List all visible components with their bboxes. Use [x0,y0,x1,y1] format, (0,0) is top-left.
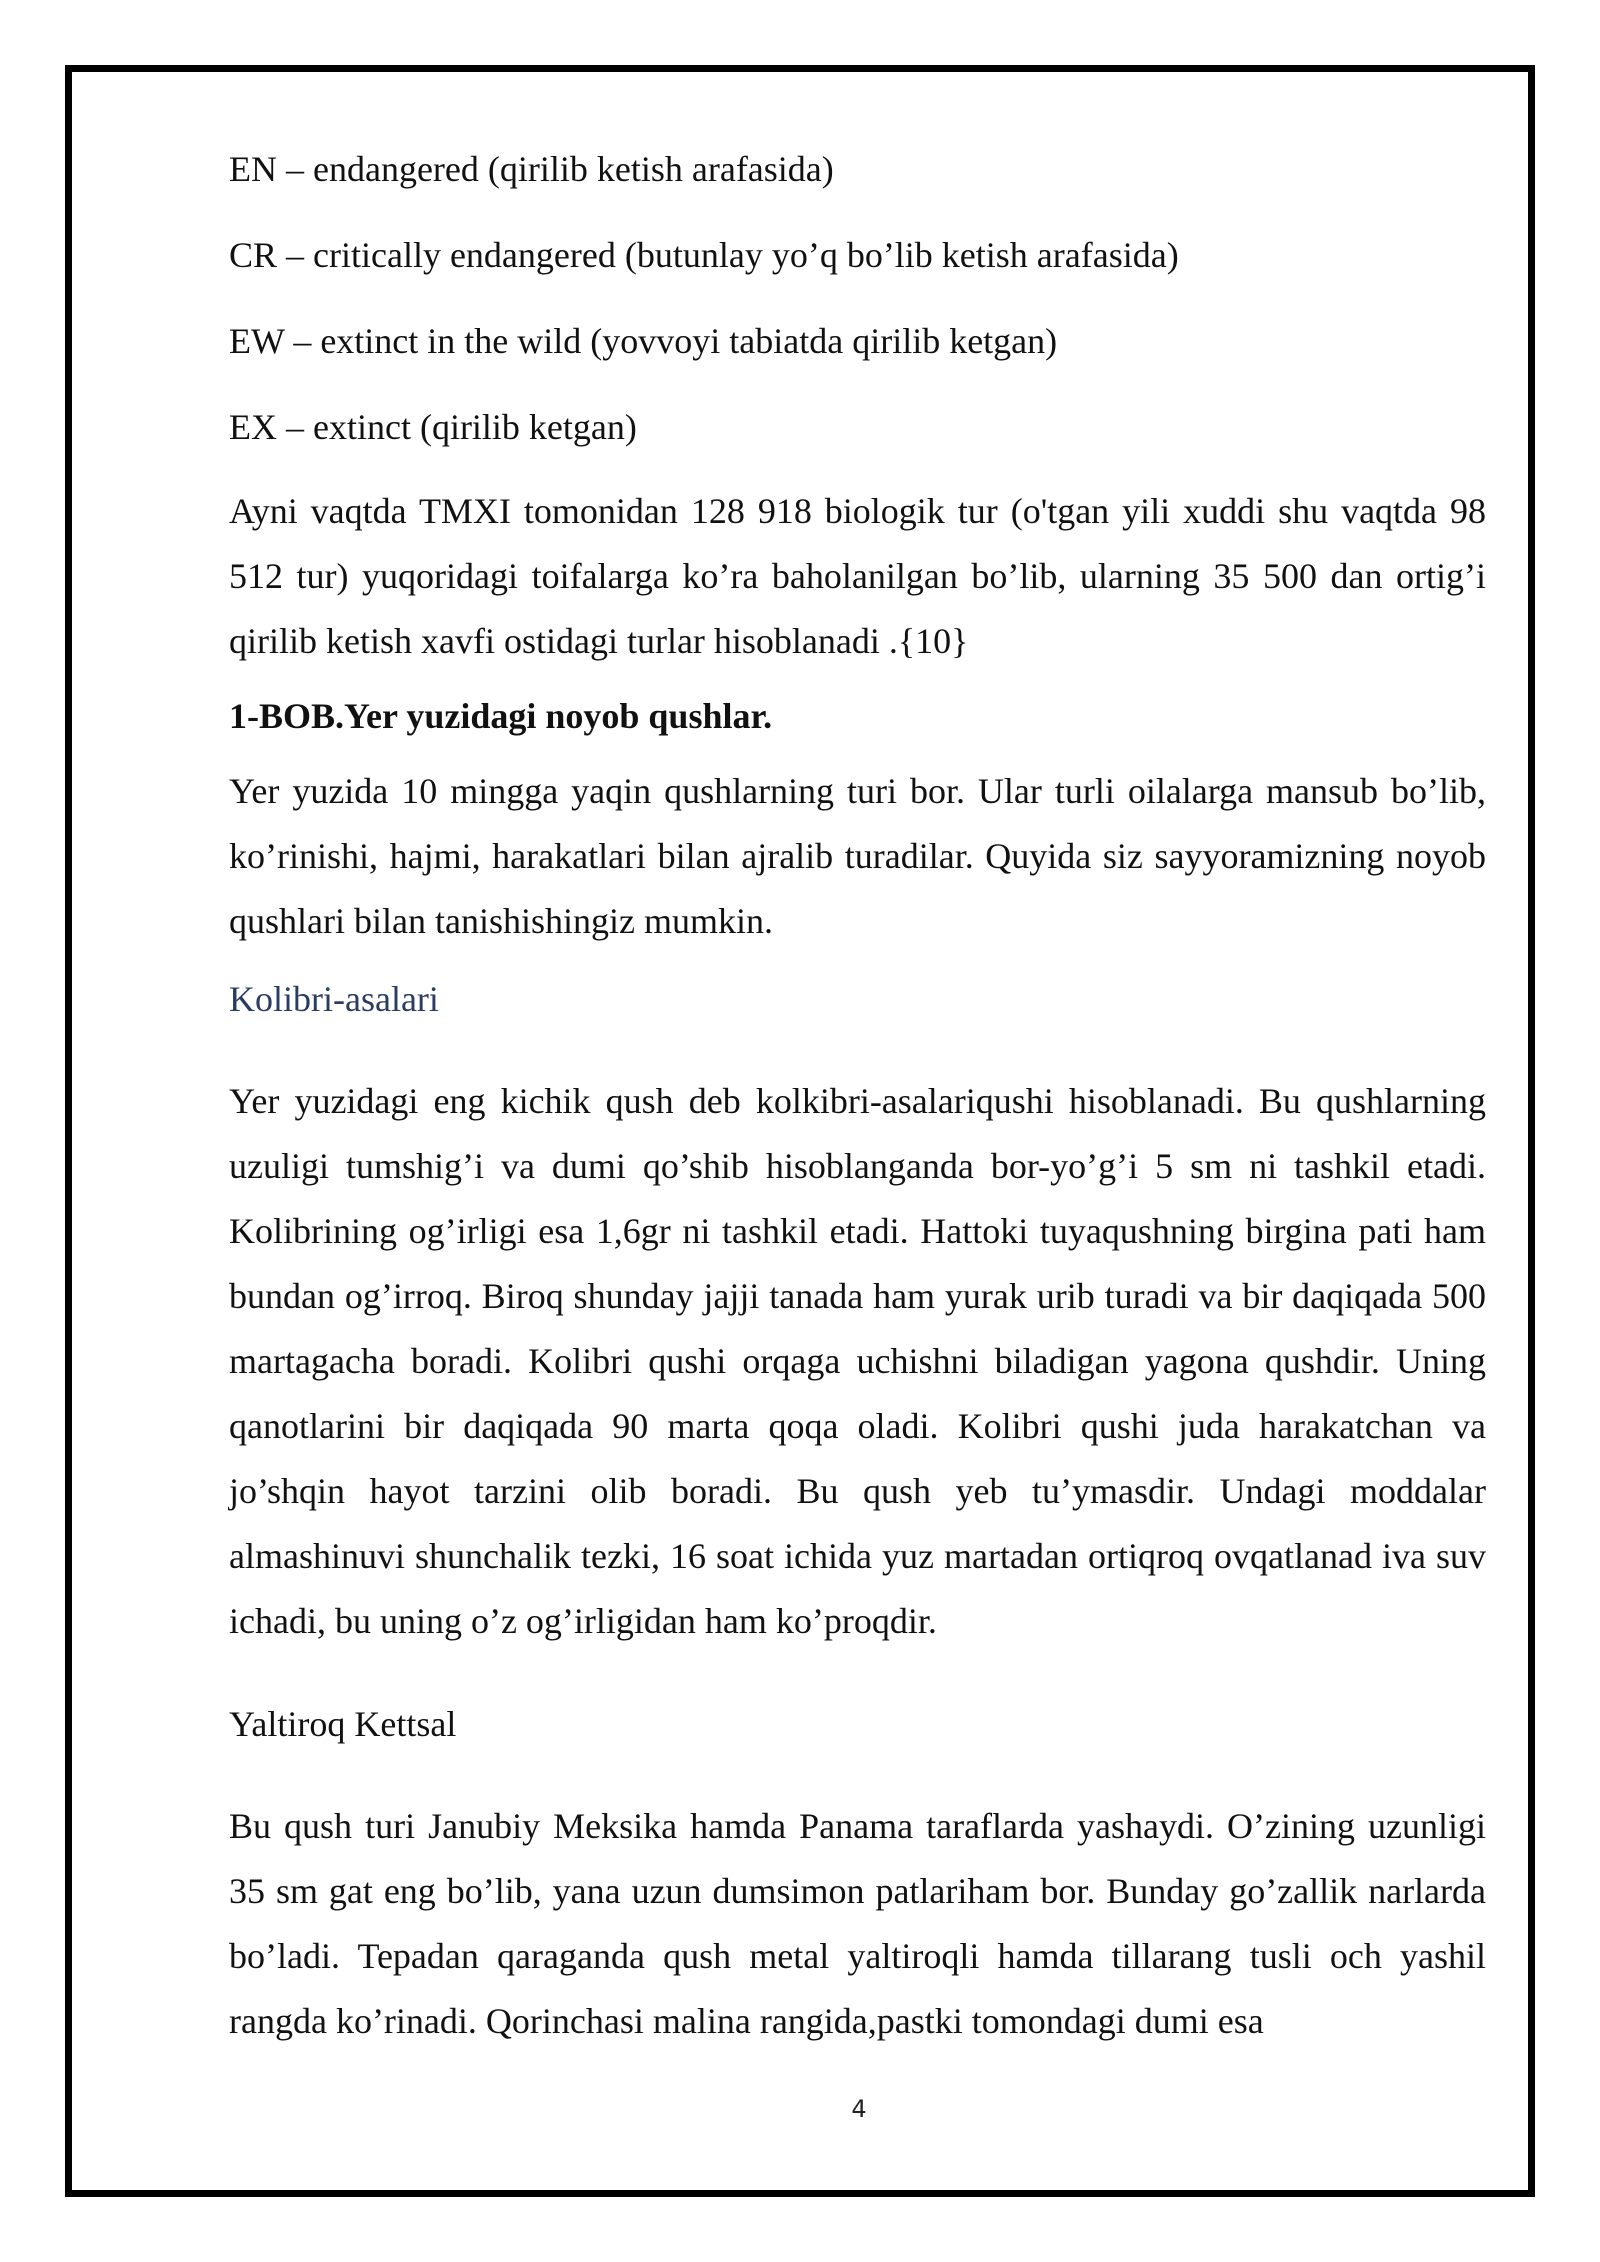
page-number: 4 [851,2095,867,2123]
legend-item-en: EN – endangered (qirilib ketish arafasida) [229,149,834,189]
document-body [229,145,1486,2054]
section-paragraph-kettsal: Bu qush turi Janubiy Meksika hamda Panama taraflarda yashaydi. O’zining uzunligi 35 sm gat eng bo’lib, yana uzun dumsimon patlariham bor. Bunday go’zallik narlarda bo’ladi. Tepadan qaraganda qush metal yaltiroqli hamda tillarang tusli och yashil rangda ko’rinadi. Qorinchasi malina rangida,pastki tomondagi dumi esa [229,1806,1486,2041]
section-title-kettsal: Yaltiroq Kettsal [229,1704,457,1744]
section-title-kolibri: Kolibri-asalari [229,979,439,1019]
intro-paragraph: Ayni vaqtda TMXI tomonidan 128 918 biologik tur (o'tgan yili xuddi shu vaqtda 98 512 tur) yuqoridagi toifalarga ko’ra baholanilgan bo’lib, ularning 35 500 dan ortig’i qirilib ketish xavfi ostidagi turlar hisoblanadi .{10} [229,491,1486,661]
chapter-heading: 1-BOB.Yer yuzidagi noyob qushlar. [229,696,773,736]
legend-item-cr: CR – critically endangered (butunlay yo’q bo’lib ketish arafasida) [229,235,1179,275]
legend-item-ex: EX – extinct (qirilib ketgan) [229,407,637,447]
section-paragraph-kolibri: Yer yuzidagi eng kichik qush deb kolkibri-asalariqushi hisoblanadi. Bu qushlarning uzuligi tumshig’i va dumi qo’shib hisoblanganda bor-yo’g’i 5 sm ni tashkil etadi. Kolibrining og’irligi esa 1,6gr ni tashkil etadi. Hattoki tuyaqushning birgina pati ham bundan og’irroq. Biroq shunday jajji tanada ham yurak urib turadi va bir daqiqada 500 martagacha boradi. Kolibri qushi orqaga uchishni biladigan yagona qushdir. Uning qanotlarini bir daqiqada 90 marta qoqa oladi. Kolibri qushi juda harakatchan va jo’shqin hayot tarzini olib boradi. Bu qush yeb tu’ymasdir. Undagi moddalar almashinuvi shunchalik tezki, 16 soat ichida yuz martadan ortiqroq ovqatlanad iva suv ichadi, bu uning o’z og’irligidan ham ko’proqdir. [229,1081,1486,1641]
legend-item-ew: EW – extinct in the wild (yovvoyi tabiatda qirilib ketgan) [229,321,1058,361]
chapter-paragraph: Yer yuzida 10 mingga yaqin qushlarning turi bor. Ular turli oilalarga mansub bo’lib, ko’rinishi, hajmi, harakatlari bilan ajralib turadilar. Quyida siz sayyoramizning noyob qushlari bilan tanishishingiz mumkin. [229,771,1486,941]
